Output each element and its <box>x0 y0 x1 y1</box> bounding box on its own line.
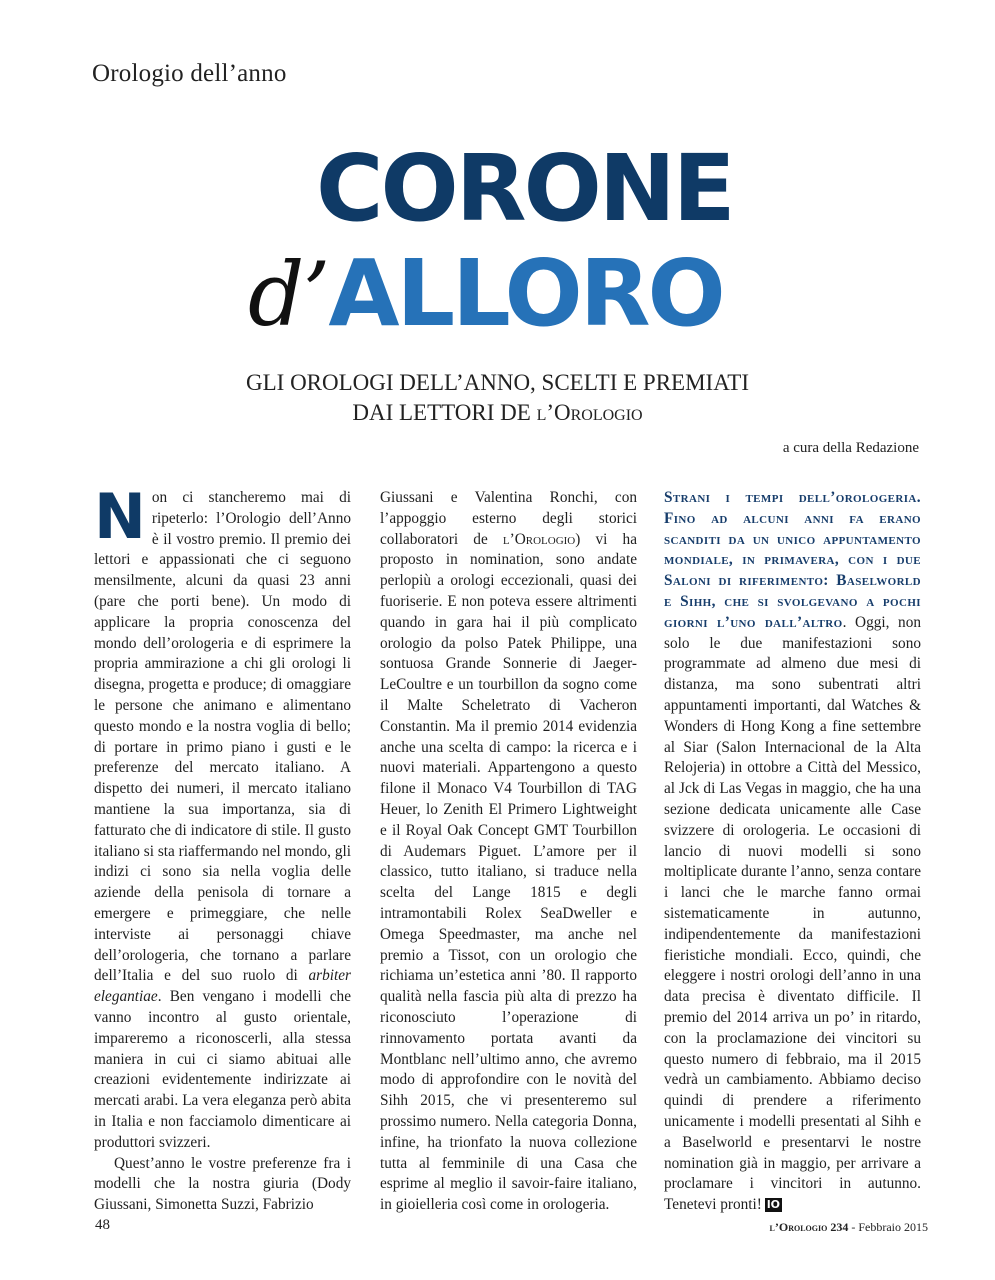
end-mark-icon: lO <box>766 1198 781 1212</box>
paragraph-text: on ci stancheremo mai di ripeterlo: l’Orologio dell’Anno è il vostro premio. Il premio dei lettori e appassionati che ci seguono mensilmente, alcuni da quasi 23 anni (pare che porti bene). Un modo di applicare la propria conoscenza del mondo dell’orologeria e di esprimere la propria ammirazione a chi gli orologi li disegna, progetta e produce; di omaggiare le persone che animano e alimentano questo mondo e la nostra voglia di bello; di portare in primo piano i gusti e le preferenze del mercato italiano. A dispetto dei numeri, il mercato italiano mantiene la sua importanza, sia di fatturato che di indicatore di stile. Il gusto italiano si sta riaffermando nel mondo, gli indizi ci sono sia nella voglia delle aziende della penisola di tornare a emergere e primeggiare, che nelle interviste ai personaggi chiave dell’orologeria, che tornano a parlare dell’Italia e del suo ruolo di <box>94 489 351 985</box>
paragraph-text: . Oggi, non solo le due manifestazioni sono programmate ad almeno due mesi di distanza, ma sono subentrati altri appuntamenti importanti, dal Watches & Wonders di Hong Kong a fine settembre al Siar (Salon Internacional de la Alta Relojeria) in ottobre a Città del Messico, al Jck di Las Vegas in maggio, che ha una sezione dedicata unicamente alle Case svizzere di orologeria. Le occasioni di lancio di nuovi modelli si sono moltiplicate durante l’anno, senza contare i lanci che le marche fanno ormai sistematicamente in autunno, indipendentemente da manifestazioni fieristiche mondiali. Ecco, quindi, che eleggere i nostri orologi dell’anno in una data precisa è diventato difficile. Il premio del 2014 arriva un po’ in ritardo, con la proclamazione dei vincitori su questo numero di febbraio, ma il 2015 vedrà un cambiamento. Abbiamo deciso quindi di prendere a riferimento unicamente i modelli presentati al Sihh e a Baselworld e presentarvi le nostre nomination già in maggio, per arrivare a proclamare i vincitori in autunno. Tenetevi pronti! <box>664 613 921 1214</box>
drop-cap: N <box>94 480 146 553</box>
article-column-1 <box>94 480 351 1216</box>
running-footer <box>770 1220 928 1235</box>
headline-line-2 <box>248 240 723 347</box>
subtitle-line-1: GLI OROLOGI DELL’ANNO, SCELTI E PREMIATI <box>246 370 749 395</box>
headline-line-1: CORONE <box>316 135 733 242</box>
subtitle-brand: l’Orologio <box>536 400 643 425</box>
article-column-3 <box>664 488 921 1216</box>
footer-date: - Febbraio 2015 <box>848 1220 928 1234</box>
paragraph <box>380 488 637 1216</box>
paragraph-text: Giussani e Valentina Ronchi, con l’appoggio esterno degli storici collaboratori de <box>380 489 637 548</box>
paragraph: Quest’anno le vostre preferenze fra i modelli che la nostra giuria (Dody Giussani, Simonetta Suzzi, Fabrizio <box>94 1154 351 1214</box>
paragraph <box>94 480 351 1154</box>
paragraph-text: . Ben vengano i modelli che vanno incontro al gusto orientale, impareremo a riconoscerli, alla stessa maniera in cui ci siamo abituai alle creazioni evidentemente indirizzate ai mercati arabi. La vera eleganza però abita in Italia e non facciamolo dimenticare ai produttori svizzeri. <box>94 988 351 1151</box>
subtitle-line-2 <box>150 398 845 428</box>
headline-word: ALLORO <box>328 240 723 347</box>
paragraph <box>664 488 921 1216</box>
paragraph-text: ) vi ha proposto in nomination, sono andate perlopiù a orologi eccezionali, quasi dei fuoriserie. E non poteva essere altrimenti quando in gara hai il più complicato orologio da polso Patek Philippe, una sontuosa Grande Sonnerie di Jaeger-LeCoultre e un tourbillon da sogno come il Malte Scheletrato di Vacheron Constantin. Ma il premio 2014 evidenzia anche una scelta di campo: la ricerca e i nuovi materiali. Appartengono a questo filone il Monaco V4 Tourbillon di TAG Heuer, lo Zenith El Primero Lightweight e il Royal Oak Concept GMT Tourbillon di Audemars Piguet. L’amore per il classico, tutto italiano, si traduce nella scelta del Lange 1815 e degli intramontabili Rolex SeaDweller e Omega Speedmaster, ma anche nel premio a Tissot, con un orologio che richiama un’estetica anni ’80. Il rapporto qualità nella fascia più alta di prezzo ha riconosciuto l’operazione di rinnovamento portata avanti da Montblanc nell’ultimo anno, che avremo modo di approfondire con le novità del Sihh 2015, che vi presenteremo sul prossimo numero. Nella categoria Donna, infine, ha trionfato la nuova collezione tutta al femminile di una Casa che esprime al meglio il savoir-faire italiano, in gioielleria così come in orologeria. <box>380 530 637 1214</box>
magazine-brand: l’Orologio <box>502 530 576 548</box>
italic-phrase: arbiter elegantiae <box>94 967 351 1006</box>
footer-brand: l’Orologio 234 <box>769 1220 849 1234</box>
subtitle-prefix: DAI LETTORI DE <box>352 400 537 425</box>
byline: a cura della Redazione <box>782 440 919 456</box>
subtitle <box>150 368 845 428</box>
page-number: 48 <box>95 1217 110 1233</box>
headline-script: d’ <box>248 243 329 346</box>
lead-in: Strani i tempi dell’orologeria. Fino ad alcuni anni fa erano scanditi da un unico appuntamento mondiale, in primavera, con i due Saloni di riferimento: Baselworld e Sihh, che si svolgevano a pochi giorni l’uno dall’altro <box>664 489 921 631</box>
section-label: Orologio dell’anno <box>92 60 287 87</box>
article-column-2 <box>380 488 637 1216</box>
